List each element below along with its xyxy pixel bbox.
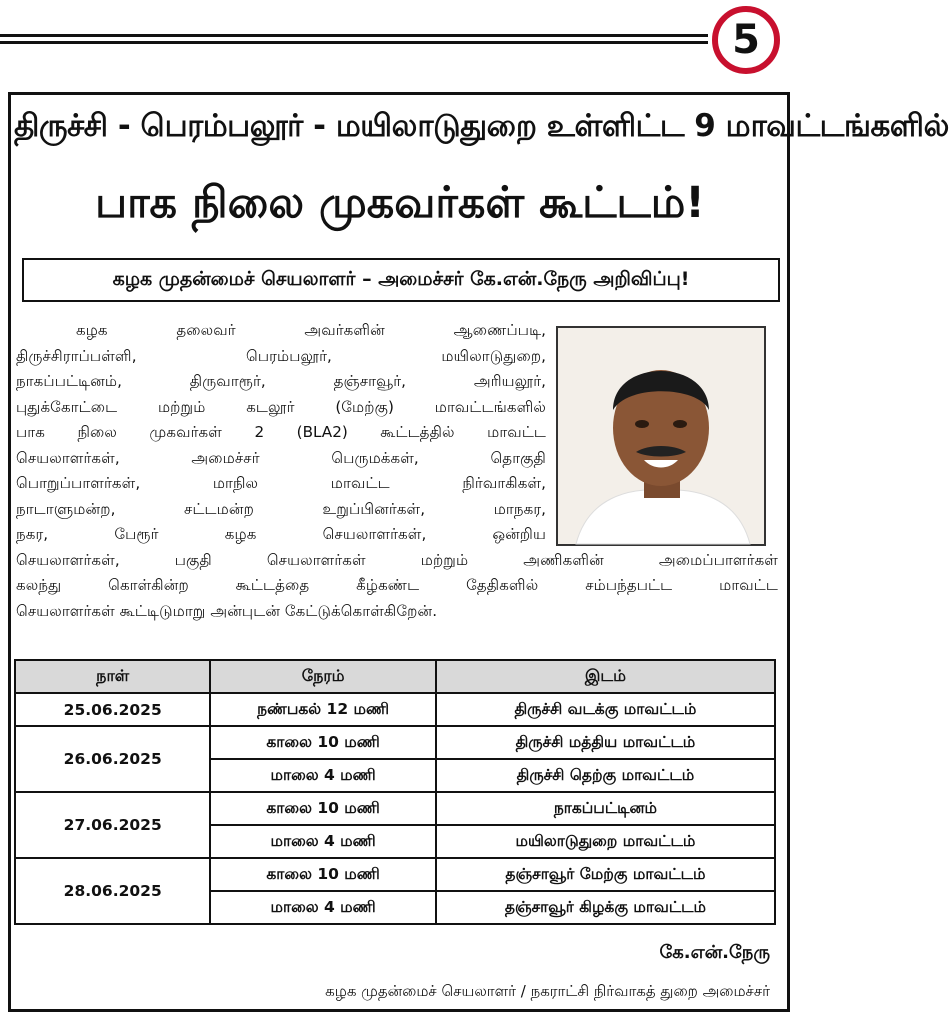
subtitle: கழக முதன்மைச் செயலாளர் – அமைச்சர் கே.என்.நேரு அறிவிப்பு! <box>112 267 690 290</box>
cell-time: மாலை 4 மணி <box>210 891 435 924</box>
header-place: இடம் <box>436 660 775 693</box>
body-paragraph <box>16 318 786 624</box>
cell-place: திருச்சி வடக்கு மாவட்டம் <box>436 693 775 726</box>
cell-time: காலை 10 மணி <box>210 792 435 825</box>
table-row <box>15 726 775 759</box>
paragraph-line: பாக நிலை முகவர்கள் 2 (BLA2) கூட்டத்தில் மாவட்ட <box>16 423 546 441</box>
paragraph-line: கலந்து கொள்கின்ற கூட்டத்தை கீழ்கண்ட தேதிகளில் சம்பந்தபட்ட மாவட்ட <box>16 576 778 594</box>
cell-date: 28.06.2025 <box>15 858 210 924</box>
paragraph-line: செயலாளர்கள், அமைச்சர் பெருமக்கள், தொகுதி <box>16 448 546 467</box>
cell-time: காலை 10 மணி <box>210 858 435 891</box>
paragraph-line: செயலாளர்கள் கூட்டிடுமாறு அன்புடன் கேட்டுக்கொள்கிறேன். <box>16 601 438 620</box>
table-row <box>15 792 775 825</box>
cell-place: திருச்சி மத்திய மாவட்டம் <box>436 726 775 759</box>
header-time: நேரம் <box>210 660 435 693</box>
cell-date: 26.06.2025 <box>15 726 210 792</box>
page-number: 5 <box>712 6 780 74</box>
cell-place: தஞ்சாவூர் மேற்கு மாவட்டம் <box>436 858 775 891</box>
header-rule <box>0 34 708 48</box>
headline-line1: திருச்சி - பெரம்பலூர் - மயிலாடுதுறை உள்ளிட்ட 9 மாவட்டங்களில் <box>14 108 949 144</box>
headline-line2: பாக நிலை முகவர்கள் கூட்டம்! <box>95 178 705 228</box>
cell-time: மாலை 4 மணி <box>210 825 435 858</box>
paragraph-line: திருச்சிராப்பள்ளி, பெரம்பலூர், மயிலாடுதுறை, <box>16 346 546 365</box>
paragraph-line: நாடாளுமன்ற, சட்டமன்ற உறுப்பினர்கள், மாநகர, <box>16 499 546 518</box>
cell-date: 27.06.2025 <box>15 792 210 858</box>
paragraph-line: புதுக்கோட்டை மற்றும் கடலூர் (மேற்கு) மாவட்டங்களில் <box>16 397 546 416</box>
paragraph-line: கழக தலைவர் அவர்களின் ஆணைப்படி, <box>76 321 546 339</box>
table-row <box>15 858 775 891</box>
cell-date: 25.06.2025 <box>15 693 210 726</box>
header-date: நாள் <box>15 660 210 693</box>
cell-place: திருச்சி தெற்கு மாவட்டம் <box>436 759 775 792</box>
signature-name: கே.என்.நேரு <box>659 942 770 963</box>
table-row <box>15 693 775 726</box>
signature-designation: கழக முதன்மைச் செயலாளர் / நகராட்சி நிர்வாகத் துறை அமைச்சர் <box>325 982 770 1000</box>
cell-place: தஞ்சாவூர் கிழக்கு மாவட்டம் <box>436 891 775 924</box>
paragraph-line: செயலாளர்கள், பகுதி செயலாளர்கள் மற்றும் அணிகளின் அமைப்பாளர்கள் <box>16 550 778 569</box>
cell-time: நண்பகல் 12 மணி <box>210 693 435 726</box>
cell-place: மயிலாடுதுறை மாவட்டம் <box>436 825 775 858</box>
table-header-row <box>15 660 775 693</box>
cell-time: மாலை 4 மணி <box>210 759 435 792</box>
cell-time: காலை 10 மணி <box>210 726 435 759</box>
paragraph-line: நகர, பேரூர் கழக செயலாளர்கள், ஒன்றிய <box>16 525 546 543</box>
paragraph-line: பொறுப்பாளர்கள், மாநில மாவட்ட நிர்வாகிகள், <box>16 474 546 492</box>
cell-place: நாகப்பட்டினம் <box>436 792 775 825</box>
subtitle-box <box>22 258 780 302</box>
paragraph-line: நாகப்பட்டினம், திருவாரூர், தஞ்சாவூர், அரியலூர், <box>16 372 546 390</box>
schedule-table <box>14 659 776 925</box>
